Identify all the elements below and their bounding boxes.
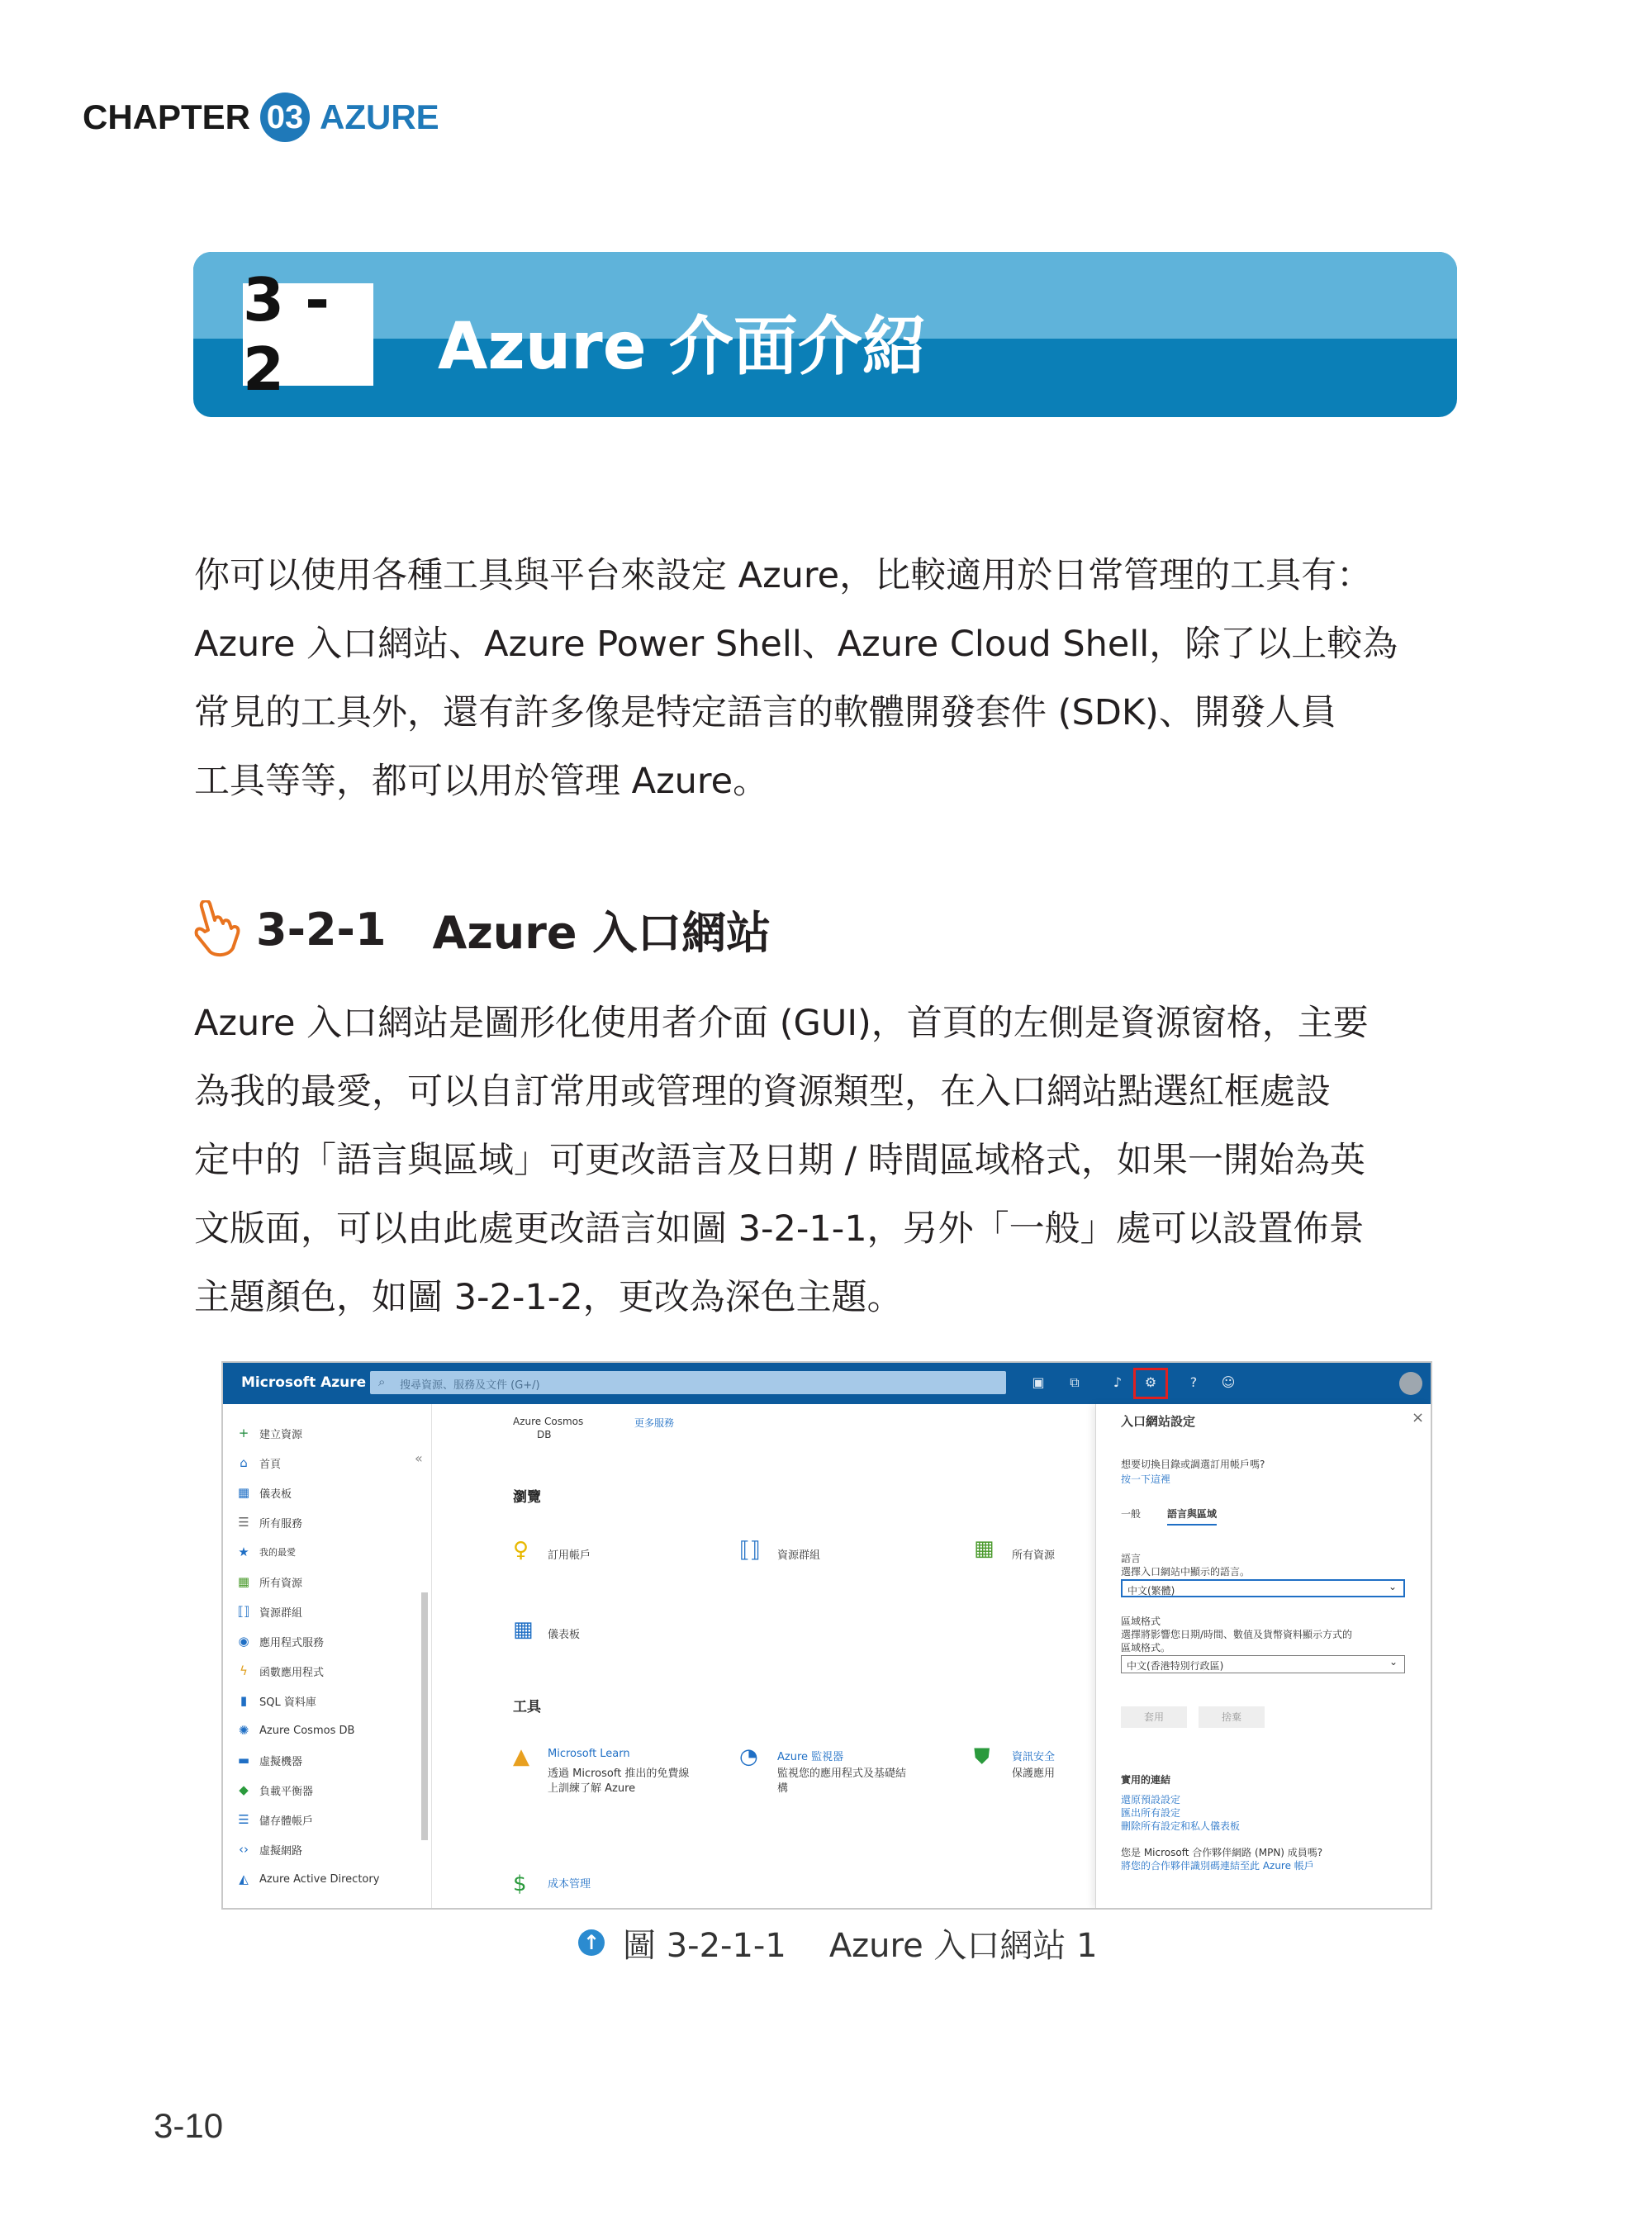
mpn-question: 您是 Microsoft 合作夥伴網路 (MPN) 成員嗎? bbox=[1121, 1847, 1323, 1858]
text-line: 為我的最愛，可以自訂常用或管理的資源類型，在入口網站點選紅框處設 bbox=[194, 1071, 1331, 1113]
feedback-icon[interactable]: ☺ bbox=[1221, 1374, 1236, 1390]
chapter-label: CHAPTER bbox=[83, 97, 251, 136]
figure-caption bbox=[578, 1918, 1098, 1967]
cosmos-icon: ✺ bbox=[238, 1723, 249, 1738]
text-line: 文版面，可以由此處更改語言如圖 3-2-1-1，另外「一般」處可以設置佈景 bbox=[194, 1208, 1365, 1250]
pointing-hand-icon bbox=[190, 900, 243, 958]
sidebar-item[interactable] bbox=[236, 1810, 313, 1829]
search-placeholder: 搜尋資源、服務及文件 (G+/) bbox=[400, 1379, 540, 1392]
monitor-icon: ◔ bbox=[739, 1744, 758, 1769]
sidebar-item-label: Azure Cosmos DB bbox=[259, 1724, 355, 1737]
app-service-icon: ◉ bbox=[238, 1634, 249, 1649]
portal-sidebar bbox=[223, 1404, 432, 1908]
list-icon: ☰ bbox=[238, 1515, 249, 1530]
star-icon: ★ bbox=[238, 1545, 249, 1559]
subsection-number: 3-2-1 bbox=[256, 903, 387, 956]
sidebar-item[interactable] bbox=[236, 1454, 281, 1472]
search-icon: ⌕ bbox=[378, 1374, 386, 1389]
intro-paragraph bbox=[194, 542, 1458, 816]
text-line: 定中的「語言與區域」可更改語言及日期 / 時間區域格式，如果一開始為英 bbox=[194, 1140, 1365, 1181]
sidebar-item-label: 資源群組 bbox=[259, 1606, 303, 1620]
sidebar-item[interactable] bbox=[236, 1692, 316, 1710]
more-services-link[interactable]: 更多服務 bbox=[634, 1417, 675, 1429]
vm-icon: ▬ bbox=[237, 1753, 250, 1768]
sidebar-scrollbar[interactable] bbox=[421, 1592, 428, 1840]
restore-defaults-link[interactable]: 還原預設設定 bbox=[1121, 1794, 1181, 1806]
browse-item-all-resources[interactable]: 所有資源 bbox=[1012, 1549, 1056, 1562]
dashboard-icon: ▦ bbox=[237, 1485, 250, 1500]
sidebar-item-label: 儀表板 bbox=[259, 1488, 292, 1501]
section-banner bbox=[193, 252, 1457, 417]
region-select[interactable] bbox=[1121, 1655, 1405, 1673]
gear-icon[interactable]: ⚙ bbox=[1144, 1374, 1157, 1390]
resource-group-icon: ⟦⟧ bbox=[739, 1538, 761, 1563]
portal-brand[interactable]: Microsoft Azure bbox=[241, 1374, 367, 1391]
useful-links-heading: 實用的連結 bbox=[1121, 1774, 1171, 1786]
grid-icon: ▦ bbox=[237, 1574, 250, 1589]
help-icon[interactable]: ? bbox=[1189, 1374, 1198, 1390]
tab-general[interactable]: 一般 bbox=[1121, 1508, 1142, 1520]
sidebar-item-label: 應用程式服務 bbox=[259, 1636, 325, 1649]
discard-button[interactable]: 捨棄 bbox=[1199, 1706, 1265, 1728]
region-desc-2: 區域格式。 bbox=[1121, 1642, 1171, 1654]
monitor-desc: 監視您的應用程式及基礎結 bbox=[777, 1768, 907, 1780]
sidebar-item[interactable] bbox=[236, 1721, 354, 1739]
chapter-header bbox=[83, 93, 439, 142]
caption-text: Azure 入口網站 1 bbox=[828, 1926, 1098, 1965]
sidebar-item[interactable] bbox=[236, 1513, 302, 1531]
sidebar-item-label: 虛擬機器 bbox=[259, 1755, 303, 1768]
monitor-link[interactable]: Azure 監視器 bbox=[777, 1751, 844, 1763]
browse-item-dashboard[interactable]: 儀表板 bbox=[548, 1629, 581, 1641]
sidebar-item[interactable] bbox=[236, 1870, 379, 1888]
switch-link[interactable]: 按一下這裡 bbox=[1121, 1473, 1171, 1485]
page-number: 3-10 bbox=[154, 2106, 224, 2145]
collapse-icon[interactable]: « bbox=[415, 1450, 423, 1466]
browse-heading: 瀏覽 bbox=[513, 1489, 541, 1506]
cloud-shell-icon[interactable]: ▣ bbox=[1032, 1374, 1045, 1390]
sidebar-item-label: 首頁 bbox=[259, 1458, 282, 1471]
home-icon: ⌂ bbox=[240, 1455, 248, 1470]
sidebar-item[interactable] bbox=[236, 1840, 302, 1858]
sidebar-item[interactable] bbox=[236, 1573, 302, 1591]
bell-icon[interactable]: ♪ bbox=[1113, 1374, 1123, 1390]
cost-icon: $ bbox=[513, 1872, 527, 1896]
learn-icon: ▲ bbox=[513, 1744, 529, 1769]
function-icon: ϟ bbox=[240, 1663, 248, 1678]
browse-item-resource-groups[interactable]: 資源群組 bbox=[777, 1549, 821, 1562]
portal-search-box[interactable] bbox=[370, 1371, 1006, 1394]
sidebar-item-label: 我的最愛 bbox=[259, 1547, 296, 1558]
tab-language-region[interactable]: 語言與區域 bbox=[1167, 1507, 1217, 1526]
language-label: 語言 bbox=[1121, 1553, 1142, 1564]
resource-group-icon: ⟦⟧ bbox=[237, 1604, 250, 1619]
load-balancer-icon: ◆ bbox=[239, 1782, 249, 1797]
caption-marker-icon: ↑ bbox=[578, 1929, 605, 1956]
browse-item-subscriptions[interactable]: 訂用帳戶 bbox=[548, 1549, 591, 1562]
monitor-desc-2: 構 bbox=[777, 1782, 789, 1795]
apply-button[interactable]: 套用 bbox=[1121, 1706, 1187, 1728]
text-line: 常見的工具外，還有許多像是特定語言的軟體開發套件 (SDK)、開發人員 bbox=[194, 692, 1336, 733]
grid-icon: ▦ bbox=[974, 1536, 995, 1561]
sidebar-item-label: 所有服務 bbox=[259, 1517, 303, 1530]
chevron-down-icon: ⌄ bbox=[1388, 1581, 1397, 1592]
dashboard-icon: ▦ bbox=[513, 1617, 534, 1642]
language-desc: 選擇入口網站中顯示的語言。 bbox=[1121, 1566, 1251, 1578]
cost-link[interactable]: 成本管理 bbox=[548, 1878, 591, 1891]
plus-icon: + bbox=[238, 1426, 249, 1440]
caption-label: 圖 3-2-1-1 bbox=[623, 1926, 786, 1965]
shield-icon: ⛊ bbox=[974, 1744, 990, 1769]
sidebar-item[interactable] bbox=[236, 1483, 292, 1502]
chapter-title: AZURE bbox=[320, 97, 439, 136]
text-line: 主題顏色，如圖 3-2-1-2，更改為深色主題。 bbox=[194, 1277, 903, 1318]
cosmos-tile-label[interactable]: Azure Cosmos bbox=[513, 1416, 584, 1427]
sidebar-item-label: 儲存體帳戶 bbox=[259, 1815, 314, 1828]
switch-question: 想要切換目錄或調選訂用帳戶嗎? bbox=[1121, 1459, 1265, 1470]
sidebar-item-label: 所有資源 bbox=[259, 1577, 303, 1590]
security-desc: 保護應用 bbox=[1012, 1768, 1056, 1780]
portal-settings-panel bbox=[1095, 1404, 1431, 1908]
language-select[interactable] bbox=[1121, 1579, 1405, 1597]
sidebar-item-label: Azure Active Directory bbox=[259, 1872, 380, 1886]
export-settings-link[interactable]: 匯出所有設定 bbox=[1121, 1807, 1181, 1819]
sidebar-item-label: 虛擬網路 bbox=[259, 1844, 303, 1858]
azure-portal-screenshot bbox=[221, 1361, 1432, 1910]
section-title: Azure 介面介紹 bbox=[438, 310, 927, 384]
sidebar-item[interactable] bbox=[236, 1781, 313, 1799]
text-line: Azure 入口網站是圖形化使用者介面 (GUI)，首頁的左側是資源窗格，主要 bbox=[194, 1003, 1369, 1044]
avatar[interactable] bbox=[1399, 1372, 1422, 1395]
panel-title: 入口網站設定 bbox=[1121, 1414, 1196, 1429]
learn-link[interactable]: Microsoft Learn bbox=[548, 1748, 630, 1760]
learn-desc-2: 上訓練了解 Azure bbox=[548, 1782, 636, 1795]
sidebar-item-label: 建立資源 bbox=[259, 1428, 303, 1441]
key-icon: ♀ bbox=[513, 1538, 529, 1563]
region-desc: 選擇將影響您日期/時間、數值及貨幣資料顯示方式的 bbox=[1121, 1629, 1353, 1640]
text-line: 工具等等，都可以用於管理 Azure。 bbox=[194, 761, 769, 802]
sidebar-item-label: SQL 資料庫 bbox=[259, 1696, 316, 1709]
sidebar-item[interactable] bbox=[236, 1662, 324, 1680]
storage-icon: ☰ bbox=[238, 1812, 249, 1827]
learn-desc: 透過 Microsoft 推出的免費線 bbox=[548, 1768, 690, 1780]
region-label: 區域格式 bbox=[1121, 1616, 1161, 1627]
subsection-heading bbox=[190, 896, 771, 962]
delete-settings-link[interactable]: 刪除所有設定和私人儀表板 bbox=[1121, 1820, 1241, 1832]
sidebar-item[interactable] bbox=[236, 1751, 302, 1769]
sidebar-item[interactable] bbox=[236, 1543, 296, 1561]
sidebar-item-label: 函數應用程式 bbox=[259, 1666, 325, 1679]
mpn-link[interactable]: 將您的合作夥伴識別碼連結至此 Azure 帳戶 bbox=[1121, 1860, 1314, 1872]
aad-icon: ◭ bbox=[239, 1872, 249, 1886]
sidebar-item[interactable] bbox=[236, 1602, 302, 1620]
sidebar-item-label: 負載平衡器 bbox=[259, 1785, 314, 1798]
text-line: 你可以使用各種工具與平台來設定 Azure，比較適用於日常管理的工具有： bbox=[194, 555, 1373, 596]
sql-icon: ▮ bbox=[240, 1693, 248, 1708]
chapter-number-badge: 03 bbox=[260, 93, 310, 142]
sidebar-item[interactable] bbox=[236, 1424, 302, 1442]
cosmos-tile-label-2: DB bbox=[537, 1429, 552, 1440]
sidebar-item[interactable] bbox=[236, 1632, 324, 1650]
text-line: Azure 入口網站、Azure Power Shell、Azure Cloud Shell，除了以上較為 bbox=[194, 624, 1398, 665]
network-icon: ‹› bbox=[239, 1842, 249, 1857]
region-value: 中文(香港特別行政區) bbox=[1127, 1660, 1224, 1672]
security-link[interactable]: 資訊安全 bbox=[1012, 1751, 1056, 1763]
subsection-title: Azure 入口網站 bbox=[432, 906, 771, 959]
chevron-down-icon: ⌄ bbox=[1389, 1656, 1398, 1668]
body-paragraph bbox=[194, 989, 1458, 1332]
close-icon[interactable]: × bbox=[1412, 1409, 1425, 1426]
language-value: 中文(繁體) bbox=[1127, 1585, 1175, 1597]
section-number: 3 - 2 bbox=[243, 283, 373, 386]
tools-heading: 工具 bbox=[513, 1699, 541, 1715]
portal-topbar bbox=[223, 1363, 1431, 1404]
directory-icon[interactable]: ⧉ bbox=[1070, 1374, 1080, 1390]
